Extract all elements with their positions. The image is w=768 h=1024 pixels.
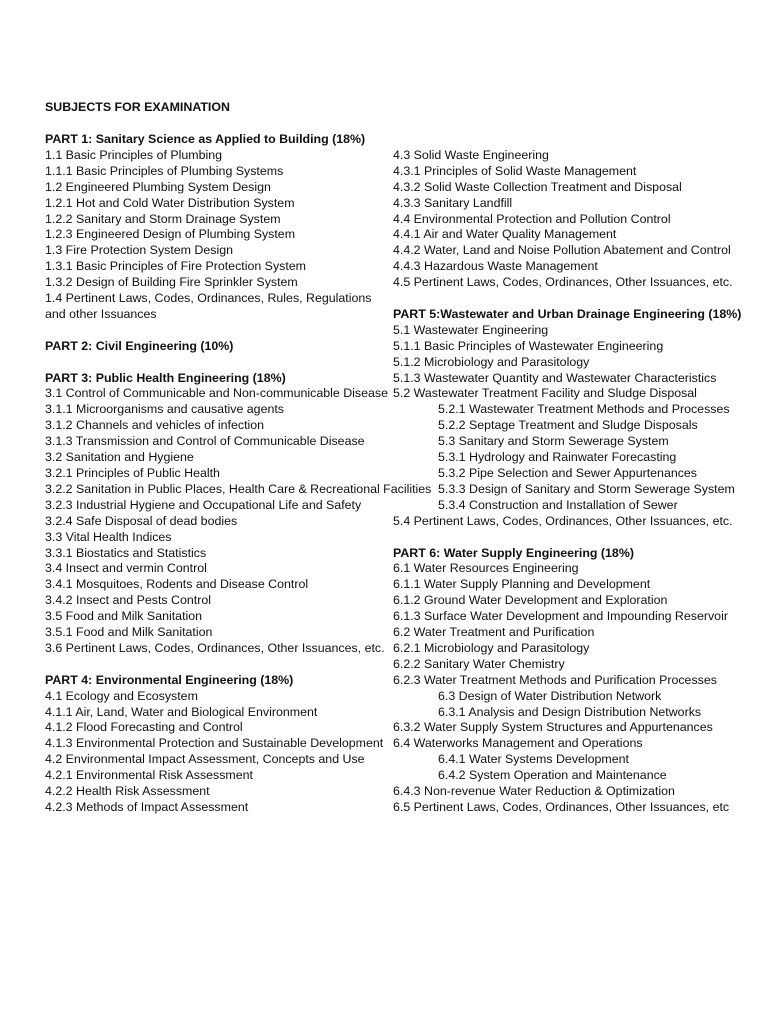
subject-item: 6.2.2 Sanitary Water Chemistry xyxy=(393,656,565,671)
subject-item: 3.1.2 Channels and vehicles of infection xyxy=(45,418,265,433)
page-title: SUBJECTS FOR EXAMINATION xyxy=(45,100,230,114)
subject-item: 5.2.1 Wastewater Treatment Methods and Processes xyxy=(438,402,730,417)
part-heading: PART 6: Water Supply Engineering (18%) xyxy=(393,545,634,560)
subject-item: 5.1 Wastewater Engineering xyxy=(393,322,549,337)
subject-item: 6.2.3 Water Treatment Methods and Purification Processes xyxy=(393,672,717,687)
subject-item: 4.1 Ecology and Ecosystem xyxy=(45,688,198,703)
subject-item: 6.1 Water Resources Engineering xyxy=(393,561,579,576)
spacer xyxy=(45,355,393,371)
right-column xyxy=(393,132,753,816)
subject-item: 3.4 Insect and vermin Control xyxy=(45,561,207,576)
subject-item: 3.1 Control of Communicable and Non-communicable Disease xyxy=(45,386,388,401)
subject-item: 3.2.3 Industrial Hygiene and Occupational Life and Safety xyxy=(45,497,362,512)
subject-item: 6.5 Pertinent Laws, Codes, Ordinances, Other Issuances, etc xyxy=(393,800,730,815)
subject-item: 4.3.1 Principles of Solid Waste Management xyxy=(393,163,637,178)
subject-item: 4.3 Solid Waste Engineering xyxy=(393,147,549,162)
subject-item: 1.2.3 Engineered Design of Plumbing System xyxy=(45,227,296,242)
spacer xyxy=(45,323,393,339)
subject-item: 4.1.2 Flood Forecasting and Control xyxy=(45,720,243,735)
subject-item: 6.3.1 Analysis and Design Distribution Networks xyxy=(438,704,702,719)
subject-item: 4.4.2 Water, Land and Noise Pollution Abatement and Control xyxy=(393,243,731,258)
subject-item: 6.4 Waterworks Management and Operations xyxy=(393,736,643,751)
subject-item: 4.4.1 Air and Water Quality Management xyxy=(393,227,617,242)
part-heading: PART 5:Wastewater and Urban Drainage Engineering (18%) xyxy=(393,306,742,321)
subject-item: 5.3 Sanitary and Storm Sewerage System xyxy=(438,434,669,449)
subject-item: 4.1.1 Air, Land, Water and Biological Environment xyxy=(45,704,318,719)
subject-item: 3.2.4 Safe Disposal of dead bodies xyxy=(45,513,238,528)
subject-item: 6.1.3 Surface Water Development and Impounding Reservoir xyxy=(393,609,728,624)
subject-item: 5.3.1 Hydrology and Rainwater Forecasting xyxy=(438,450,677,465)
spacer xyxy=(45,657,393,673)
subject-item: 1.3.1 Basic Principles of Fire Protection System xyxy=(45,259,306,274)
subject-item: 3.5 Food and Milk Sanitation xyxy=(45,609,203,624)
spacer xyxy=(393,132,753,148)
subject-item: 1.3.2 Design of Building Fire Sprinkler System xyxy=(45,275,298,290)
subject-item: 5.3.4 Construction and Installation of Sewer xyxy=(438,497,678,512)
subject-item: 3.3 Vital Health Indices xyxy=(45,529,172,544)
subject-item: 4.5 Pertinent Laws, Codes, Ordinances, Other Issuances, etc. xyxy=(393,275,733,290)
subject-item: 6.4.1 Water Systems Development xyxy=(438,752,629,767)
subject-item: 3.1.1 Microorganisms and causative agents xyxy=(45,402,284,417)
subject-item: 5.4 Pertinent Laws, Codes, Ordinances, Other Issuances, etc. xyxy=(393,513,733,528)
subject-item: 4.1.3 Environmental Protection and Sustainable Development xyxy=(45,736,384,751)
subject-item: 5.1.1 Basic Principles of Wastewater Engineering xyxy=(393,338,664,353)
subject-item: 4.2.2 Health Risk Assessment xyxy=(45,784,210,799)
subject-item: 1.2.2 Sanitary and Storm Drainage System xyxy=(45,211,281,226)
subject-item: 3.6 Pertinent Laws, Codes, Ordinances, Other Issuances, etc. xyxy=(45,640,385,655)
subject-item: 3.4.2 Insect and Pests Control xyxy=(45,593,211,608)
subject-item: 1.3 Fire Protection System Design xyxy=(45,243,234,258)
subject-item: 6.3.2 Water Supply System Structures and Appurtenances xyxy=(393,720,713,735)
subject-item: 5.2 Wastewater Treatment Facility and Sludge Disposal xyxy=(393,386,697,401)
subject-item: 5.1.3 Wastewater Quantity and Wastewater Characteristics xyxy=(393,370,717,385)
subject-item: 4.2.1 Environmental Risk Assessment xyxy=(45,768,253,783)
subject-item: 5.2.2 Septage Treatment and Sludge Disposals xyxy=(438,418,698,433)
subject-item: 4.3.2 Solid Waste Collection Treatment and Disposal xyxy=(393,179,682,194)
part-heading: PART 1: Sanitary Science as Applied to Building (18%) xyxy=(45,132,366,146)
subject-item: 3.2.1 Principles of Public Health xyxy=(45,466,220,480)
subject-item: 1.1.1 Basic Principles of Plumbing Systems xyxy=(45,163,284,178)
subject-item: 6.4.2 System Operation and Maintenance xyxy=(438,768,667,783)
subject-item: 1.2 Engineered Plumbing System Design xyxy=(45,179,271,194)
subject-item: 4.2 Environmental Impact Assessment, Concepts and Use xyxy=(45,752,365,767)
subject-item: 3.3.1 Biostatics and Statistics xyxy=(45,545,207,560)
subject-item: 5.3.2 Pipe Selection and Sewer Appurtenances xyxy=(438,466,698,480)
subject-item: 6.3 Design of Water Distribution Network xyxy=(438,688,662,703)
subject-item: 6.1.1 Water Supply Planning and Development xyxy=(393,577,651,592)
spacer xyxy=(393,530,753,546)
subject-item: 5.3.3 Design of Sanitary and Storm Sewerage System xyxy=(438,481,735,496)
subject-item: 4.3.3 Sanitary Landfill xyxy=(393,195,513,210)
subject-item: 1.2.1 Hot and Cold Water Distribution System xyxy=(45,195,295,210)
subject-item: 4.4.3 Hazardous Waste Management xyxy=(393,259,598,274)
subject-item: 6.2.1 Microbiology and Parasitology xyxy=(393,640,590,655)
subject-item: 4.2.3 Methods of Impact Assessment xyxy=(45,800,249,815)
subject-item: 6.2 Water Treatment and Purification xyxy=(393,625,595,640)
subject-item: 6.4.3 Non-revenue Water Reduction & Optimization xyxy=(393,784,675,799)
subject-item: 3.2.2 Sanitation in Public Places, Health Care & Recreational Facilities xyxy=(45,481,432,496)
subject-item: 1.4 Pertinent Laws, Codes, Ordinances, Rules, Regulations and other Issuances xyxy=(45,291,372,321)
subject-item: 4.4 Environmental Protection and Pollution Control xyxy=(393,211,671,226)
spacer xyxy=(393,291,753,307)
part-heading: PART 3: Public Health Engineering (18%) xyxy=(45,370,286,385)
subject-item: 3.1.3 Transmission and Control of Communicable Disease xyxy=(45,434,365,449)
left-column xyxy=(45,132,432,816)
subject-item: 3.5.1 Food and Milk Sanitation xyxy=(45,625,213,640)
part-heading: PART 2: Civil Engineering (10%) xyxy=(45,338,234,353)
subject-item: 1.1 Basic Principles of Plumbing xyxy=(45,147,222,162)
subject-item: 5.1.2 Microbiology and Parasitology xyxy=(393,354,590,369)
subject-item: 3.2 Sanitation and Hygiene xyxy=(45,450,194,465)
subject-item: 3.4.1 Mosquitoes, Rodents and Disease Control xyxy=(45,577,309,592)
subject-item: 6.1.2 Ground Water Development and Exploration xyxy=(393,593,668,608)
part-heading: PART 4: Environmental Engineering (18%) xyxy=(45,672,294,687)
